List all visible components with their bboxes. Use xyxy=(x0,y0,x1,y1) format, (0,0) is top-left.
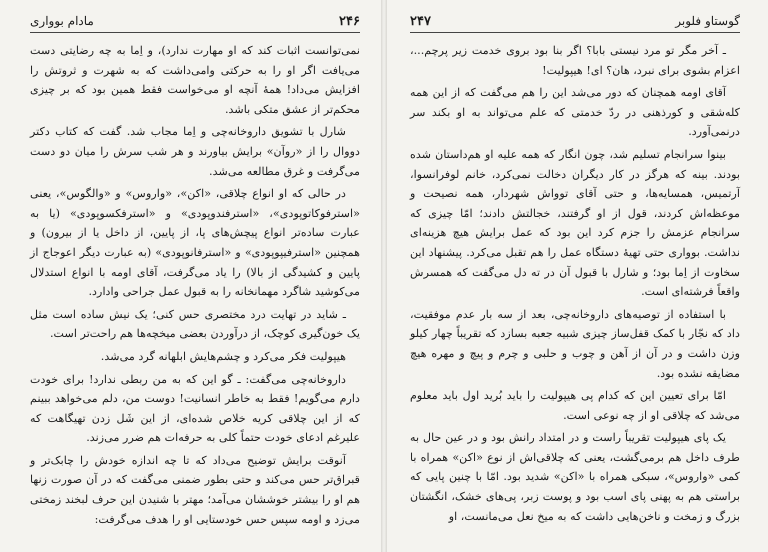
right-page xyxy=(384,0,768,552)
right-paragraph-1: ـ آخر مگر تو مرد نیستی بابا؟ اگر بنا بود بروی خدمت زیر پرچم...، اعزام بشوی برای نبرد، هان؟ ای! هیپولیت! xyxy=(410,44,740,77)
right-paragraph-6: یک پای هیپولیت تقریباً راست و در امتداد رانش بود و در عین حال به طرف داخل هم برمی‌گشت، یعنی که چلاقی‌اش از نوع «اکن» همراه با کمی «واروس»، سبکی همراه با «اکن» شدید بود. امّا با چنین پایی که براستی هم به پهنی پای اسب بود و پوست زبر، پی‌های خشک، انگشتان بزرگ و زمخت و ناخن‌هایی داشت که به میخ نعل می‌مانست، او xyxy=(410,431,740,523)
left-page-header xyxy=(30,14,360,33)
left-paragraph-5: هیپولیت فکر می‌کرد و چشم‌هایش ابلهانه گرد می‌شد. xyxy=(100,349,346,363)
left-paragraph-6: داروخانه‌چی می‌گفت: ـ گو این که به من ربطی ندارد! برای خودت دارم می‌گویم! فقط به خاطر انسانیت! دوست من، دلم می‌خواهد ببینم که از این چلاقی کریه خلاص شده‌ای، از این شَل زدن تهیگاهت که علیرغم ادعای خودت حتماً کلی به حرفه‌ات هم ضرر می‌زند. xyxy=(30,372,360,445)
right-page-number: ۲۴۷ xyxy=(410,14,431,29)
left-paragraph-7: آنوقت برایش توضیح می‌داد که تا چه اندازه خودش را چابک‌تر و قبراق‌تر حس می‌کند و حتی بطور ضمنی می‌گفت که در آن صورت زنها هم او را بیشتر خوششان می‌آمد؛ مهتر با شنیدن این حرف لبخند زمختی می‌زد و اومه سپس حس خودستایی او را هدف می‌گرفت: xyxy=(30,453,360,526)
left-paragraph-3: در حالی که او انواع چلاقی، «اکن»، «واروس» و «والگوس»، یعنی «استرفوکاتوپودی»، «استرفندوپودی» و «استرفکسوپودی» (یا به عبارت ساده‌تر انواع پیچش‌های پا، از پایین، از داخل یا از بیرون) و همچنین «استرفیپوپودی» و «استرفانوپودی» (به عبارت دیگر اعوجاج از پایین و کشیدگی از بالا) را یاد می‌گرفت، آقای اومه با انواع استدلال می‌کوشید شاگرد مهمانخانه را به قبول عمل جراحی وادارد. xyxy=(30,187,360,299)
left-paragraph-1: نمی‌توانست اثبات کند که او مهارت ندارد)، و اِما به چه رضایتی دست می‌یافت اگر او را به حرکتی وامی‌داشت که به شهرت و ثروتش را افزایش می‌داد! همهٔ آنچه او می‌خواست فقط همین بود که بر چیزی محکم‌تر از عشق متکی باشد. xyxy=(30,44,360,116)
right-paragraph-2: آقای اومه همچنان که دور می‌شد این را هم می‌گفت که از این همه کله‌شقی و کورذهنی در ردّ خدمتی که علم می‌تواند به او بکند سر درنمی‌آورد. xyxy=(410,86,740,139)
left-page-number: ۲۴۶ xyxy=(339,14,360,29)
right-running-title: گوستاو فلوبر xyxy=(675,14,740,28)
right-page-header xyxy=(410,14,740,33)
right-paragraph-3: بینوا سرانجام تسلیم شد، چون انگار که همه علیه او هم‌داستان شده بودند. بینه که هرگز در کار دیگران دخالت نمی‌کرد، خانم لوفرانسوا، آرتمیس، همسایه‌ها، و حتی آقای توواش شهردار، همه نصیحت و موعظه‌اش کردند، قول از او گرفتند، خجالتش دادند؛ امّا چیزی که سرانجام عزمش را جزم کرد این بود که عمل برایش هیچ هزینه‌ای نداشت. بوواری حتی تهیهٔ دستگاه عمل را هم تقبل می‌کرد. پیشنهاد این سخاوت از اِما بود؛ و شارل با قبول آن در ته دل می‌گفت که همسرش واقعاً فرشته‌ای است. xyxy=(410,147,740,299)
left-paragraph-4: ـ شاید در تهایت درد مختصری حس کنی؛ یک نیش ساده است مثل یک خون‌گیری کوچک، از درآوردن بعضی میخچه‌ها هم راحت‌تر است. xyxy=(30,307,360,341)
left-running-title: مادام بوواری xyxy=(30,14,94,28)
right-paragraph-5: امّا برای تعیین این که کدام پی هیپولیت را باید بُرید اول باید معلوم می‌شد که چلاقی او از چه نوعی است. xyxy=(410,389,740,422)
right-paragraph-4: با استفاده از توصیه‌های داروخانه‌چی، بعد از سه بار عدم موفقیت، داد که نجّار با کمک قفل‌ساز چیزی شبیه جعبه بسازد که تقریباً چهار کیلو وزن داشت و در آن از آهن و چوب و حلبی و چرم و پیچ و مهره هیچ مضایقه نشده بود. xyxy=(410,307,740,380)
left-paragraph-2: شارل با تشویق داروخانه‌چی و اِما مجاب شد. گفت که کتاب دکتر دووال را از «روآن» برایش بیاورند و هر شب سرش را میان دو دست می‌گرفت و غرق مطالعه می‌شد. xyxy=(30,125,360,178)
